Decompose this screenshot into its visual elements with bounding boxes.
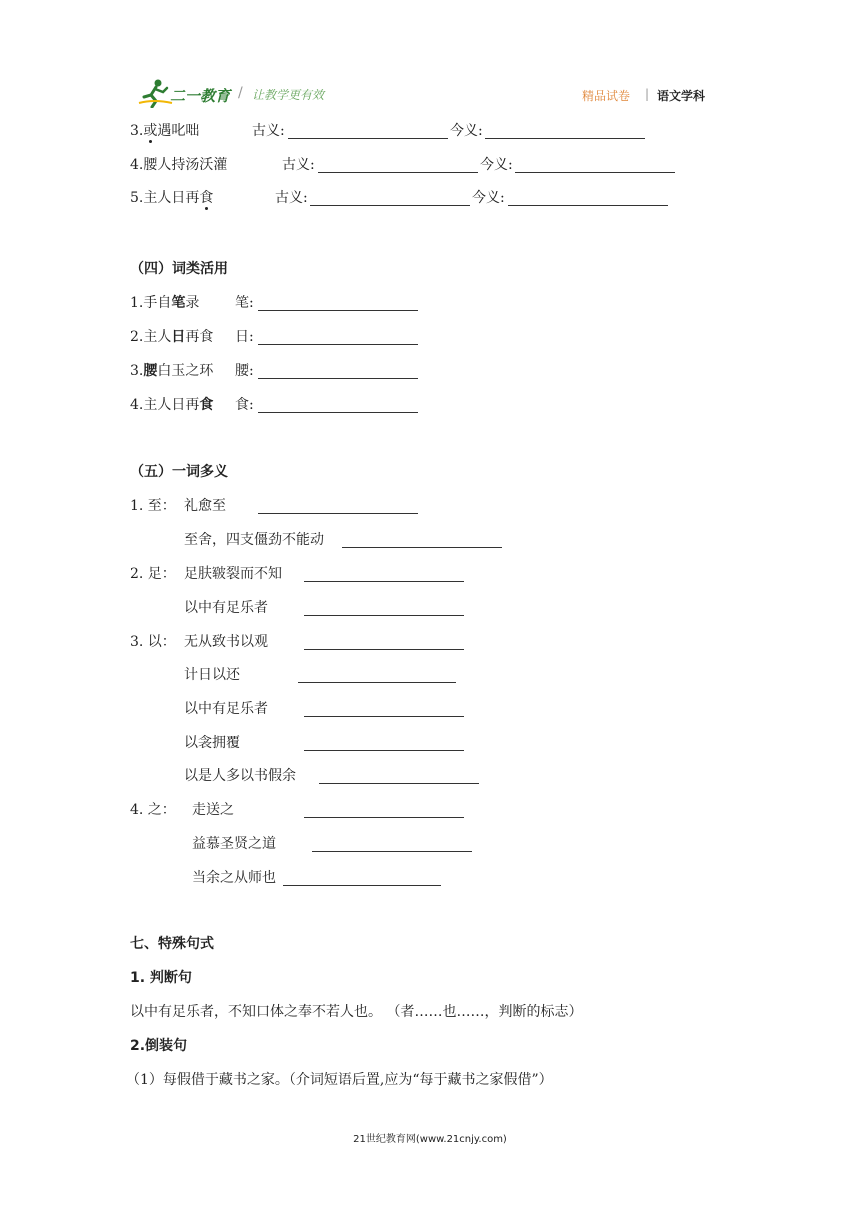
gujin-num: 3. — [130, 123, 144, 139]
answer-line[interactable] — [258, 499, 418, 514]
gujin-row — [130, 121, 199, 141]
usage-item — [130, 293, 199, 313]
answer-line[interactable] — [304, 601, 464, 616]
item-text: 录 — [185, 295, 200, 311]
gujin-dotted-char: 或 — [143, 123, 158, 139]
answer-line[interactable] — [258, 364, 418, 379]
polysemy-example: 至舍，四支僵劲不能动 — [184, 532, 324, 548]
header-divider: | — [645, 87, 650, 101]
usage-label: 腰: — [235, 363, 254, 379]
polysemy-example: 以是人多以书假余 — [184, 768, 296, 784]
answer-line[interactable] — [304, 635, 464, 650]
answer-line[interactable] — [304, 803, 464, 818]
usage-item — [130, 361, 213, 381]
gu-label: 古义: — [252, 123, 285, 139]
jin-answer-line[interactable] — [485, 124, 645, 139]
polysemy-example: 以中有足乐者 — [184, 600, 268, 616]
gujin-num: 4. — [130, 157, 144, 173]
gu-answer-line[interactable] — [318, 158, 478, 173]
polysemy-example: 走送之 — [192, 802, 234, 818]
jin-label: 今义: — [472, 190, 505, 206]
jin-label: 今义: — [450, 123, 483, 139]
gujin-num: 5. — [130, 190, 144, 206]
gu-label: 古义: — [275, 190, 308, 206]
item-num: 2. — [130, 329, 144, 345]
item-num: 1. — [130, 295, 144, 311]
answer-line[interactable] — [298, 668, 456, 683]
polysemy-example: 足肤皲裂而不知 — [184, 566, 282, 582]
usage-item — [130, 327, 213, 347]
answer-line[interactable] — [319, 769, 479, 784]
gu-label: 古义: — [282, 157, 315, 173]
polysemy-example: 当余之从师也 — [192, 870, 276, 886]
item-text: 手自 — [143, 295, 172, 311]
answer-line[interactable] — [312, 837, 472, 852]
polysemy-label: 4. 之： — [130, 802, 176, 818]
example-sentence: （1）每假借于藏书之家。（介词短语后置,应为“每于藏书之家假借”） — [126, 1072, 553, 1088]
polysemy-example: 以衾拥覆 — [184, 735, 240, 751]
answer-line[interactable] — [258, 330, 418, 345]
header-slash: / — [238, 85, 243, 101]
item-text: 再食 — [185, 329, 214, 345]
gujin-text: 腰人持汤沃灌 — [143, 157, 228, 173]
section-title: （五）一词多义 — [130, 464, 228, 480]
polysemy-label: 2. 足： — [130, 566, 176, 582]
brand-slogan: 让教学更有效 — [252, 88, 325, 102]
example-sentence: 以中有足乐者，不知口体之奉不若人也。 （者……也……，判断的标志） — [130, 1004, 583, 1020]
item-num: 3. — [130, 363, 144, 379]
subsection-title: 1. 判断句 — [130, 970, 192, 986]
polysemy-label: 3. 以： — [130, 634, 176, 650]
gu-answer-line[interactable] — [288, 124, 448, 139]
answer-line[interactable] — [304, 702, 464, 717]
usage-label: 食: — [235, 397, 254, 413]
gu-answer-line[interactable] — [310, 191, 470, 206]
item-key-char: 笔 — [171, 295, 186, 311]
gujin-row — [130, 155, 227, 175]
gujin-row — [130, 188, 213, 208]
page-footer: 21世纪教育网(www.21cnjy.com) — [353, 1134, 507, 1145]
gujin-text: 遇叱咄 — [157, 123, 200, 139]
jin-answer-line[interactable] — [515, 158, 675, 173]
item-text: 白玉之环 — [157, 363, 214, 379]
usage-item — [130, 395, 213, 415]
answer-line[interactable] — [304, 567, 464, 582]
gujin-text: 主人日再 — [143, 190, 200, 206]
jin-answer-line[interactable] — [508, 191, 668, 206]
jin-label: 今义: — [480, 157, 513, 173]
usage-label: 日: — [235, 329, 254, 345]
answer-line[interactable] — [258, 296, 418, 311]
answer-line[interactable] — [342, 533, 502, 548]
polysemy-example: 益慕圣贤之道 — [192, 836, 276, 852]
item-text: 主人 — [143, 329, 172, 345]
header-right-label: 精品试卷 — [582, 89, 631, 103]
polysemy-example: 以中有足乐者 — [184, 701, 268, 717]
section-title: （四）词类活用 — [130, 261, 228, 277]
polysemy-example: 礼愈至 — [184, 498, 226, 514]
item-key-char: 腰 — [143, 363, 158, 379]
item-key-char: 日 — [171, 329, 186, 345]
polysemy-label: 1. 至： — [130, 498, 176, 514]
subsection-title: 2.倒装句 — [130, 1038, 188, 1054]
gujin-dotted-char: 食 — [199, 190, 214, 206]
polysemy-example: 计日以还 — [184, 667, 240, 683]
brand-name: 二一教育 — [170, 87, 231, 105]
usage-label: 笔: — [235, 295, 254, 311]
answer-line[interactable] — [258, 398, 418, 413]
item-text: 主人日再 — [143, 397, 200, 413]
item-num: 4. — [130, 397, 144, 413]
polysemy-example: 无从致书以观 — [184, 634, 268, 650]
answer-line[interactable] — [304, 736, 464, 751]
section-title: 七、特殊句式 — [130, 936, 214, 952]
header-subject: 语文学科 — [657, 89, 706, 103]
item-key-char: 食 — [199, 397, 214, 413]
answer-line[interactable] — [283, 871, 441, 886]
